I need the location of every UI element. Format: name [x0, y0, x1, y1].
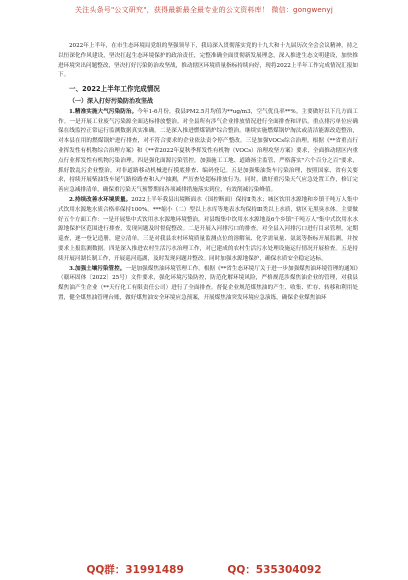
paragraph-air-body: 今年1-6月份，我县PM2.5月均值为**ug/m3，空气优良率**%。主要做好以下几方面工作。一是开展工业废气污染源全面达标排放整治。对全县所有涉气企业排放情况进行全面排查和评估，重点排污单位应确保在线监控正常运行监测数据真实准确。二是深入推进燃煤锅炉综合整治。继续实施燃煤锅炉淘汰或清洁能源改造整治，对本县在用的燃煤锅炉进行排查，对不符合要求的企业依法责令停产整改。三是加强VOCs综合治理。根据《**省重点行业挥发性有机物综合治理方案》和《**省2022年夏秋季挥发性有机物（VOCs）治理攻坚方案》要求，全面推动辖区内重点行业挥发性有机物污染治理。四是强化面源污染管控。加强施工工地、道路扬尘监管，严格落实"六个百分之百"要求，抓好散乱污企业整治，对非道路移动机械进行摸底排查、编码登记。五是加强柴油货车污染治理，按照国家、省有关要求，持续开展柴油货车尾气路检路查和入户抽测，严厉查处超标排放行为。同时，做好重污染天气应急处置工作，修订完善应急减排清单，确保重污染天气预警期间各项减排措施落实到位，有效削减污染峰值。 [58, 108, 358, 194]
section-heading: 一、2022上半年工作完成情况 [69, 85, 160, 94]
paragraph-air-title: 1.精准实施大气污染防治。 [69, 108, 138, 115]
footer-contact [0, 562, 408, 577]
footer-qq: QQ：535304092 [227, 564, 322, 576]
subsection-heading: （一）深入打好污染防治攻坚战 [69, 97, 154, 105]
header-banner: 关注头条号"公文研究"，获得最新最全最专业的公文资料库！ 微信：gongwenyj [74, 6, 334, 14]
paragraph-water [58, 196, 358, 265]
paragraph-water-title: 2.持续改善水环境质量。 [69, 196, 132, 203]
paragraph-soil-title: 3.加强土壤污染管控。 [69, 265, 126, 272]
paragraph-soil [58, 265, 358, 304]
paragraph-air [58, 108, 358, 196]
document-body [58, 42, 358, 304]
intro-paragraph: 2022年上半年，在市生态环境局党组的坚强领导下，我局深入贯彻落实党的十九大和十九届历次全会会议精神，持之以恒深化作风建设，坚决扛起生态环境保护的政治责任，完整准确全面贯彻新发展理念，深入推进生态文明建设，加快推进环境突出问题整改，坚决打好污染防治攻坚战，推动辖区环境质量指标持续向好，现将2022上半年工作完成情况汇报如下。 [58, 43, 358, 79]
footer-qq-group: QQ群：31991489 [86, 564, 184, 576]
paragraph-soil-body: 一是加强煤焦油环境管理工作。根据《**省生态环境厅关于进一步加强煤焦油环境管理的通知》（赣环固体〔2022〕25号）文件要求，强化环境污染防控，防范化解环境风险，严格规范涉煤焦油企业的管理，对我县煤焦油产生企业（**天行化工有限责任公司）进行了全面排查。督促企业规范煤焦油的产生、收集、贮存、转移和利用处置，健全煤焦油管理台账，做好煤焦油安全环境应急预案，开展煤焦油突发环境应急演练，确保企业煤焦油环 [58, 265, 359, 301]
paragraph-water-body: 2022上半年我县出境断面水（国控断面）保持Ⅱ类水；城区饮用水源地和乡镇千吨万人集中式饮用水源地水质合格率保持100%。***缩小（二）型以上水库等地表水均保持Ⅲ类以上水质，辖区无黑臭水体。主要做好五个方面工作：一是开展集中式饮用水水源地环境整治，对县级集中饮用水水源地及6个乡镇"千吨万人"集中式饮用水水源地保护区范围进行排查，发现问题及时督促整改。二是开展入河排污口的排查。对全县入河排污口进行目录管理，定期巡查，逐一登记造册，建立清单。三是对我县农村环境质量监测点位的溶解氧、化学需氧量、氨氮等指标开展监测，并按要求上报监测数据。四是深入推进农村生活污水治理工作，对已建成的农村生活污水处理设施运行情况开展检查。五是持续开展河湖长制工作，开展巡河巡湖，及时发现问题并整改。同时加强水源地保护，确保水质安全稳定达标。 [58, 196, 358, 262]
